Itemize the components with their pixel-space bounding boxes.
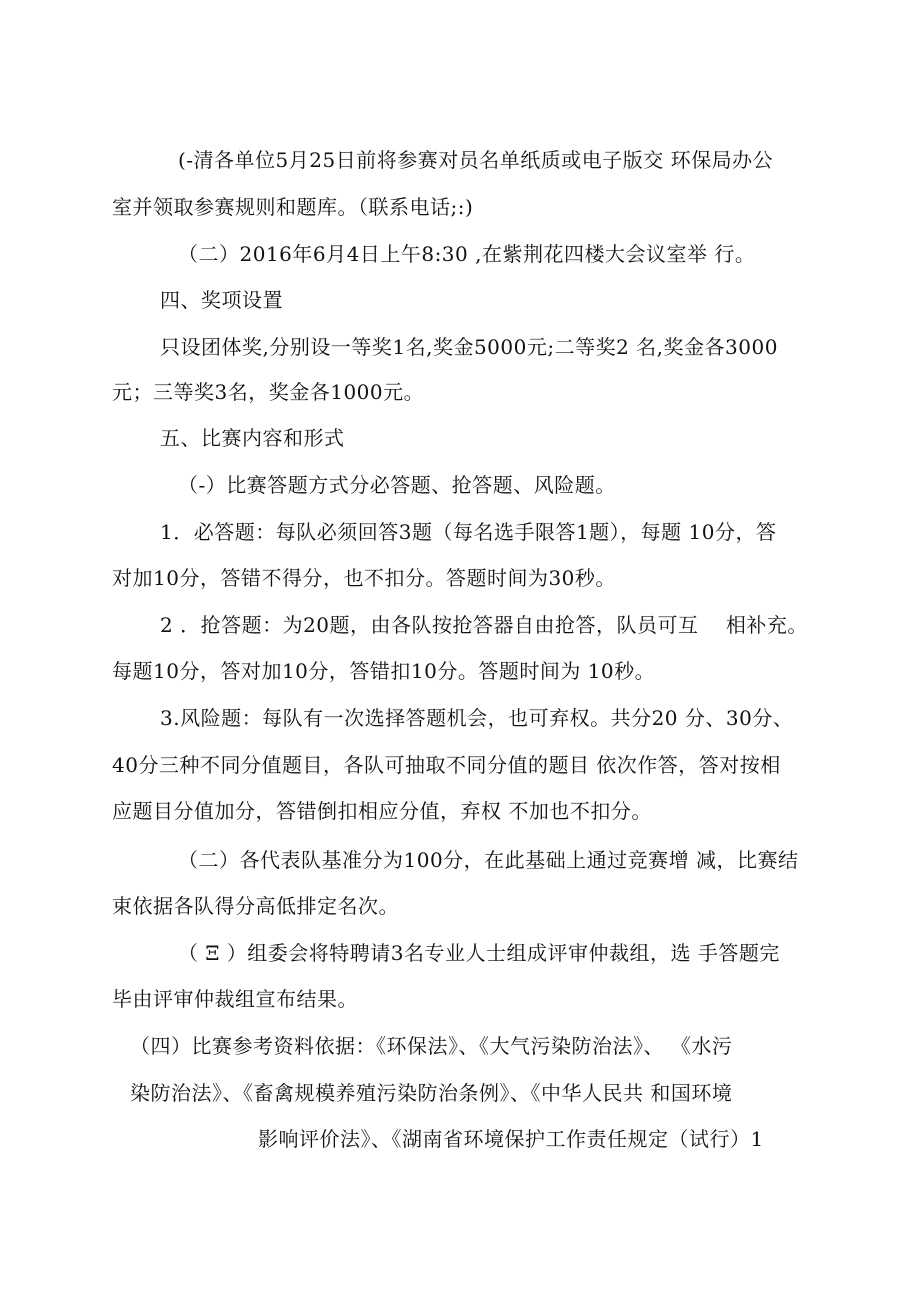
- heading-content-format: 五、比赛内容和形式: [160, 426, 345, 450]
- para-time-location: （二）2016年6月4日上午8:30 ,在紫荆花四楼大会议室举 行。: [178, 242, 756, 266]
- para-awards-line1: 只设团体奖,分别设一等奖1名,奖金5000元;二等奖2 名,奖金各3000: [160, 335, 778, 359]
- para-jury-line1: （ Ξ ）组委会将特聘请3名专业人士组成评审仲裁组，选 手答题完: [178, 941, 780, 965]
- para-registration-line2: 室并领取参赛规则和题库。（联系电话;:): [112, 195, 474, 219]
- para-risk-line1: 3.风险题：每队有一次选择答题机会，也可弃权。共分20 分、30分、: [160, 706, 794, 730]
- para-risk-line2: 40分三种不同分值题目，各队可抽取不同分值的题目 依次作答，答对按相: [112, 753, 781, 777]
- para-base-score-line1: （二）各代表队基准分为100分，在此基础上通过竞赛增 减，比赛结: [178, 848, 799, 872]
- para-base-score-line2: 束依据各队得分高低排定名次。: [112, 894, 399, 918]
- para-jury-line2: 毕由评审仲裁组宣布结果。: [112, 987, 358, 1011]
- para-registration-line1: (-清各单位5月25日前将参赛对员名单纸质或电子版交 环保局办公: [178, 148, 774, 172]
- para-references-line2: 染防治法》、《畜禽规模养殖污染防治条例》、《中华人民共 和国环境: [130, 1081, 733, 1105]
- para-question-types: （-）比赛答题方式分必答题、抢答题、风险题。: [178, 473, 616, 497]
- heading-awards: 四、奖项设置: [160, 288, 283, 312]
- para-buzzer-line2: 每题10分，答对加10分，答错扣10分。答题时间为 10秒。: [112, 659, 656, 683]
- para-required-line2: 对加10分，答错不得分，也不扣分。答题时间为30秒。: [112, 566, 616, 590]
- para-references-line3: 影响评价法》、《湖南省环境保护工作责任规定（试行）1: [258, 1127, 764, 1151]
- para-buzzer-line1: 2 ．抢答题：为20题，由各队按抢答器自由抢答，队员可互 相补充。: [160, 613, 808, 637]
- para-risk-line3: 应题目分值加分，答错倒扣相应分值，弃权 不加也不扣分。: [112, 799, 652, 823]
- para-references-line1: （四）比赛参考资料依据：《环保法》、《大气污染防治法》、 《水污: [130, 1034, 733, 1058]
- para-awards-line2: 元；三等奖3名，奖金各1000元。: [112, 380, 425, 404]
- para-required-line1: 1．必答题：每队必须回答3题（每名选手限答1题），每题 10分，答: [160, 520, 777, 544]
